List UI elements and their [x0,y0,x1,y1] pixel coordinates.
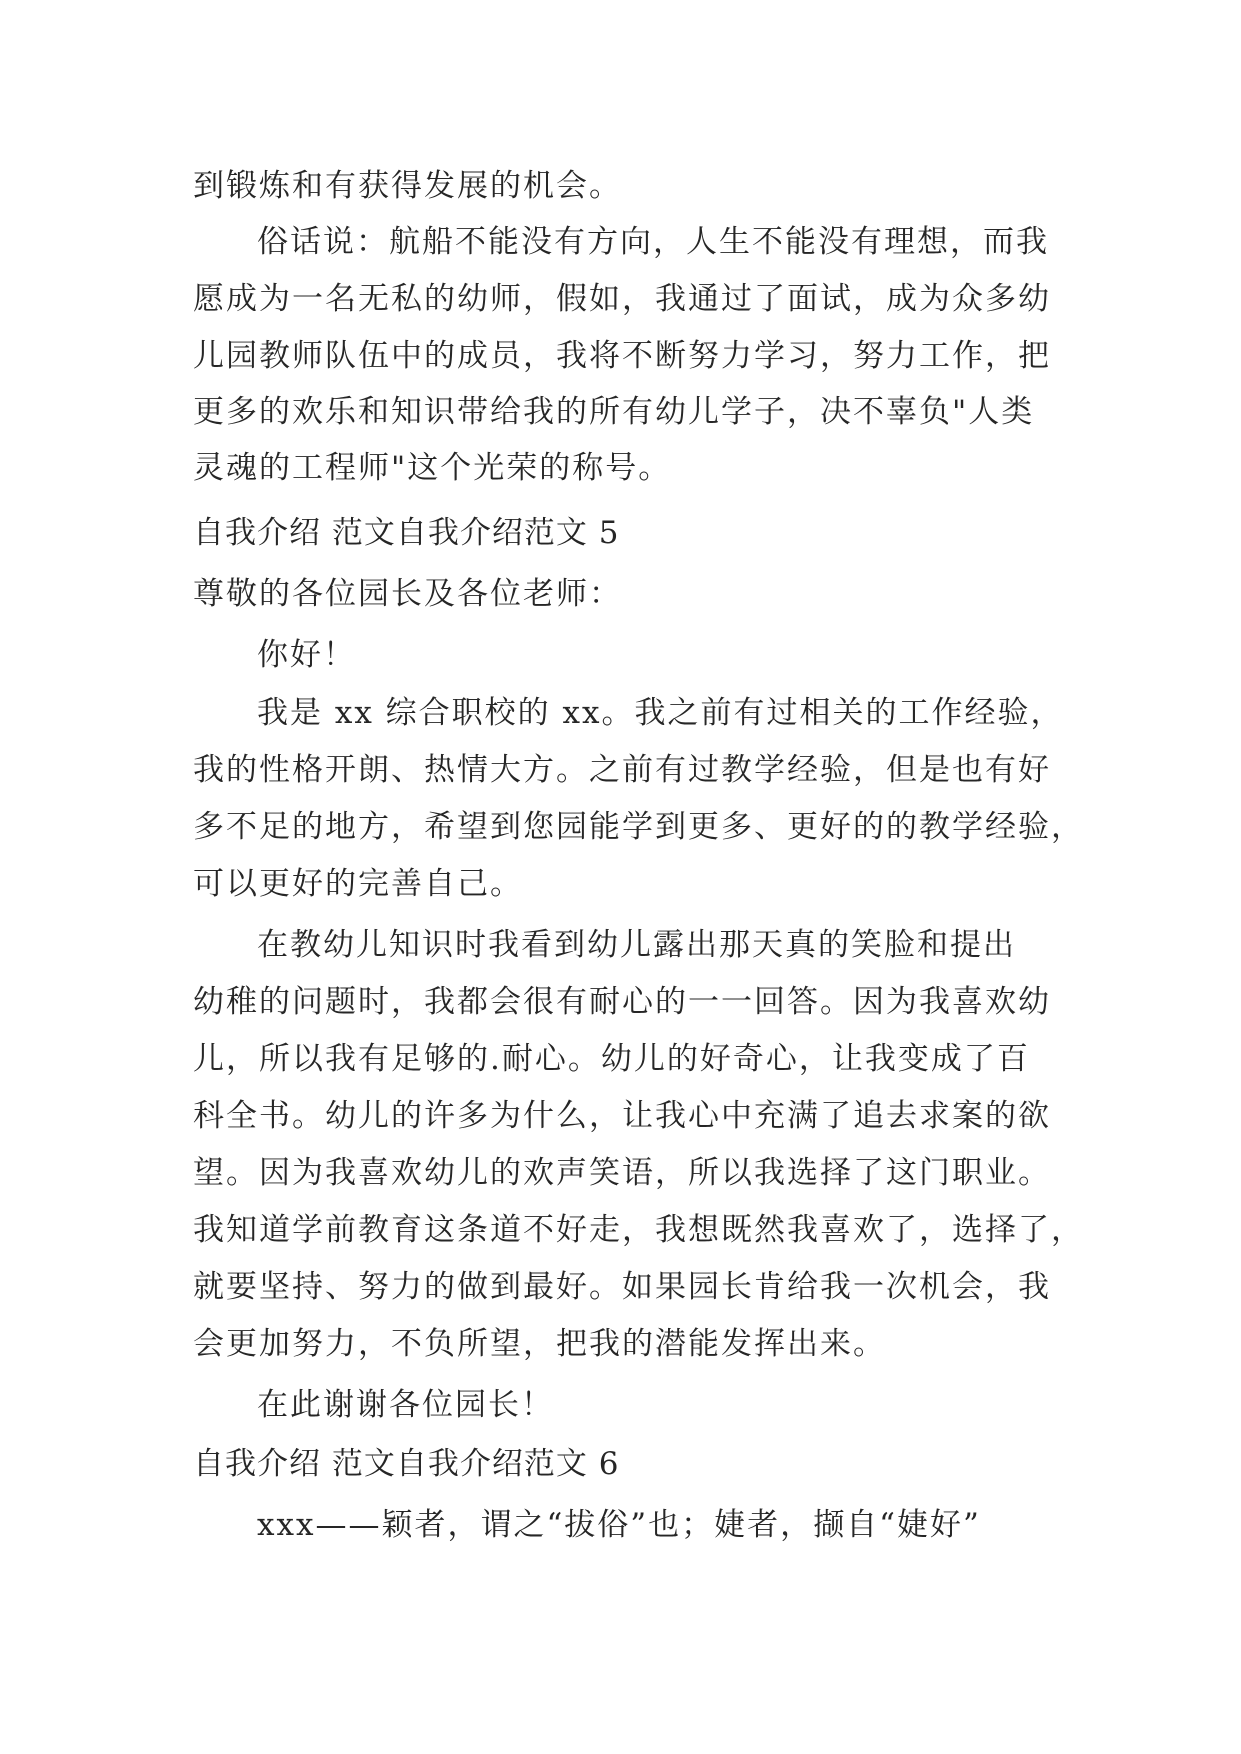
text-line: xxx——颖者，谓之“拔俗”也；婕者，撷自“婕好” [257,1507,981,1543]
section-heading: 自我介绍 范文自我介绍范文 5 [193,515,620,551]
closing-line: 在此谢谢各位园长！ [257,1387,554,1423]
text-line: 就要坚持、努力的做到最好。如果园长肯给我一次机会，我 [193,1269,1051,1305]
text-line: 儿园教师队伍中的成员，我将不断努力学习，努力工作，把 [193,338,1051,374]
text-line: 到锻炼和有获得发展的机会。 [193,168,622,204]
text-line: 我是 xx 综合职校的 xx。我之前有过相关的工作经验， [257,695,1064,731]
text-line: 会更加努力，不负所望，把我的潜能发挥出来。 [193,1326,886,1362]
text-line: 在教幼儿知识时我看到幼儿露出那天真的笑脸和提出 [257,927,1016,963]
text-line: 灵魂的工程师"这个光荣的称号。 [193,450,672,486]
text-line: 科全书。幼儿的许多为什么，让我心中充满了追去求案的欲 [193,1098,1051,1134]
text-line: 幼稚的问题时，我都会很有耐心的一一回答。因为我喜欢幼 [193,984,1051,1020]
text-line: 儿，所以我有足够的.耐心。幼儿的好奇心，让我变成了百 [193,1041,1030,1077]
text-line: 我知道学前教育这条道不好走，我想既然我喜欢了，选择了， [193,1212,1084,1248]
text-line: 愿成为一名无私的幼师，假如，我通过了面试，成为众多幼 [193,281,1051,317]
text-line: 俗话说：航船不能没有方向，人生不能没有理想，而我 [257,224,1049,260]
greeting: 你好！ [257,637,356,673]
text-line: 多不足的地方，希望到您园能学到更多、更好的的教学经验， [193,809,1084,845]
text-line: 可以更好的完善自己。 [193,866,523,902]
text-line: 更多的欢乐和知识带给我的所有幼儿学子，决不辜负"人类 [193,394,1035,430]
text-line: 我的性格开朗、热情大方。之前有过教学经验，但是也有好 [193,752,1051,788]
section-heading: 自我介绍 范文自我介绍范文 6 [193,1446,620,1482]
salutation: 尊敬的各位园长及各位老师： [193,576,622,612]
text-line: 望。因为我喜欢幼儿的欢声笑语，所以我选择了这门职业。 [193,1155,1051,1191]
